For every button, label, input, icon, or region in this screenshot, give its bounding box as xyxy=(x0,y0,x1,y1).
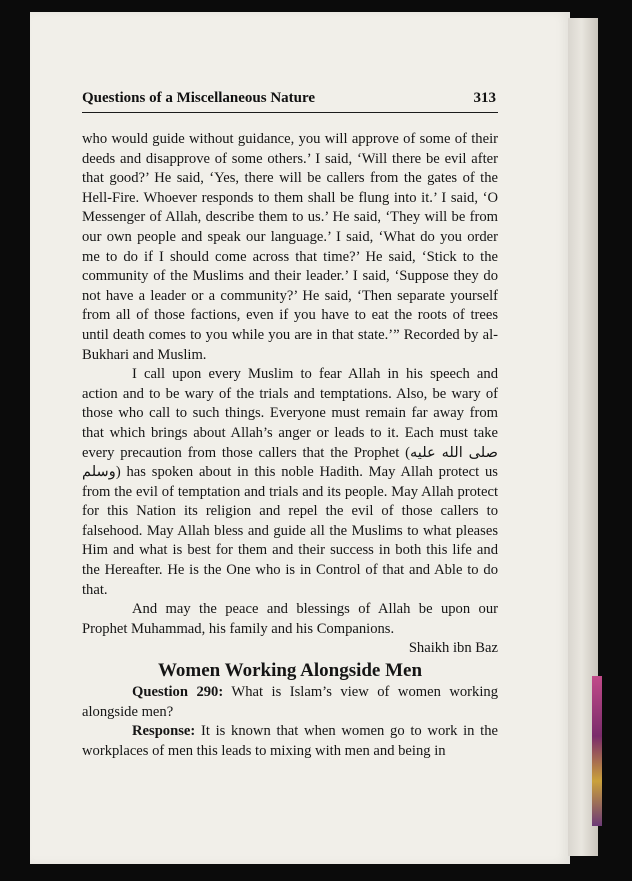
paragraph-exhortation: I call upon every Muslim to fear Allah in his speech and action and to be wary of the trials and temptations. Also, be wary of those who call to such things. Everyone must remain far away from that which brings about Allah’s anger or leads to it. Each must take every precaution from those callers that the Prophet (صلى الله عليه وسلم) has spoken about in this noble Hadith. May Allah protect us from the evil of temptation and trials and its people. May Allah protect for this Nation its religion and repel the evil of those callers to falsehood. May Allah bless and guide all the Muslims to what pleases Him and what is best for them and their success in both this life and the Hereafter. He is the One who is in Control of that and Able to do that. xyxy=(82,366,498,598)
running-header xyxy=(82,90,498,113)
response-text: It is known that when women go to work in the workplaces of men this leads to mixing with men and being in xyxy=(82,723,498,759)
book-cover-edge xyxy=(592,676,602,826)
signature: Shaikh ibn Baz xyxy=(408,640,498,657)
response-paragraph xyxy=(82,722,498,761)
page-number: 313 xyxy=(473,90,496,106)
response-label: Response: xyxy=(132,723,196,740)
page-body xyxy=(82,130,498,761)
question-text: What is Islam’s view of women working alongside men? xyxy=(82,684,498,720)
running-title: Questions of a Miscellaneous Nature xyxy=(82,90,316,106)
question-label: Question 290: xyxy=(132,684,224,701)
paragraph-closing: And may the peace and blessings of Allah be upon our Prophet Muhammad, his family and his Companions. xyxy=(82,601,498,637)
question-paragraph xyxy=(82,683,498,722)
paragraph-hadith-continuation: who would guide without guidance, you will approve of some of their deeds and disapprove of some others.’ I said, ‘Will there be evil after that good?’ He said, ‘Yes, there will be callers from the gates of the Hell-Fire. Whoever responds to them shall be flung into it.’ I said, ‘O Messenger of Allah, describe them to us.’ He said, ‘They will be from our own people and speak our language.’ I said, ‘What do you order me to do if I should come across that time?’ He said, ‘Stick to the community of the Muslims and their leader.’ I said, ‘Suppose they do not have a leader or a community?’ He said, ‘Then separate yourself from all of those factions, even if you have to eat the roots of trees until death comes to you while you are in that state.’” Recorded by al-Bukhari and Muslim. xyxy=(82,131,498,363)
section-title: Women Working Alongside Men xyxy=(157,660,423,682)
